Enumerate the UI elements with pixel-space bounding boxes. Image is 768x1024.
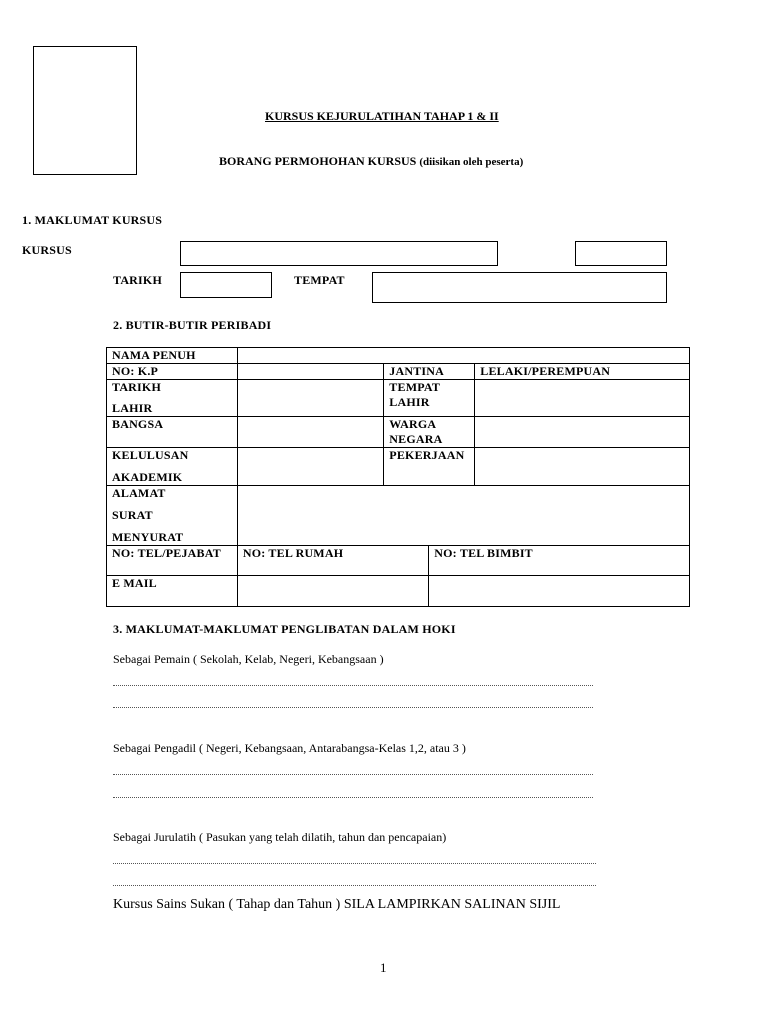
kursus-label: KURSUS bbox=[22, 243, 72, 257]
table-row bbox=[107, 364, 690, 380]
pengadil-line-1[interactable] bbox=[113, 774, 593, 775]
alamat-field[interactable] bbox=[237, 486, 689, 546]
alamat-label bbox=[107, 486, 238, 546]
kelulusan-word: KELULUSAN bbox=[112, 448, 189, 462]
jurulatih-line-1[interactable] bbox=[113, 863, 596, 864]
form-title: KURSUS KEJURULATIHAN TAHAP 1 & II bbox=[265, 109, 499, 123]
pengadil-label: Sebagai Pengadil ( Negeri, Kebangsaan, Antarabangsa-Kelas 1,2, atau 3 ) bbox=[113, 741, 466, 755]
jurulatih-line-2[interactable] bbox=[113, 885, 596, 886]
jurulatih-label: Sebagai Jurulatih ( Pasukan yang telah dilatih, tahun dan pencapaian) bbox=[113, 830, 447, 844]
tempat-lahir-field[interactable] bbox=[475, 380, 690, 417]
warga-negara-field[interactable] bbox=[475, 417, 690, 448]
form-subtitle-note: (diisikan oleh peserta) bbox=[419, 156, 524, 168]
section1-heading: 1. MAKLUMAT KURSUS bbox=[22, 213, 163, 227]
kelulusan-field[interactable] bbox=[237, 448, 383, 486]
kelulusan-label bbox=[107, 448, 238, 486]
kursus-code-input[interactable] bbox=[575, 241, 667, 266]
tempat-lahir-label bbox=[384, 380, 475, 417]
warga-word: WARGA bbox=[389, 417, 437, 431]
tel-bimbit-label: NO: TEL BIMBIT bbox=[429, 546, 690, 576]
negara-word: NEGARA bbox=[389, 432, 443, 446]
bangsa-field[interactable] bbox=[237, 417, 383, 448]
tarikh-input[interactable] bbox=[180, 272, 272, 298]
no-kp-field[interactable] bbox=[237, 364, 383, 380]
jantina-label: JANTINA bbox=[384, 364, 475, 380]
menyurat-word: MENYURAT bbox=[112, 530, 184, 544]
table-row bbox=[107, 380, 690, 417]
email-field[interactable] bbox=[237, 576, 428, 607]
table-row bbox=[107, 417, 690, 448]
photo-box bbox=[33, 46, 137, 175]
tel-pejabat-label: NO: TEL/PEJABAT bbox=[107, 546, 238, 576]
table-row bbox=[107, 546, 690, 576]
tarikh-word: TARIKH bbox=[112, 380, 161, 394]
tarikh-label: TARIKH bbox=[113, 273, 162, 287]
pemain-line-2[interactable] bbox=[113, 707, 593, 708]
table-row bbox=[107, 486, 690, 546]
kursus-input[interactable] bbox=[180, 241, 498, 266]
table-row bbox=[107, 448, 690, 486]
form-subtitle-main: BORANG PERMOHOHAN KURSUS bbox=[219, 154, 417, 168]
table-row bbox=[107, 576, 690, 607]
sains-sukan-label: Kursus Sains Sukan ( Tahap dan Tahun ) SILA LAMPIRKAN SALINAN SIJIL bbox=[113, 897, 561, 912]
tempat-label: TEMPAT bbox=[294, 273, 345, 287]
nama-penuh-field[interactable] bbox=[237, 348, 689, 364]
email-extra-field[interactable] bbox=[429, 576, 690, 607]
bangsa-label: BANGSA bbox=[107, 417, 238, 448]
form-subtitle bbox=[219, 154, 523, 169]
surat-word: SURAT bbox=[112, 508, 153, 522]
section3-heading: 3. MAKLUMAT-MAKLUMAT PENGLIBATAN DALAM HOKI bbox=[113, 622, 456, 636]
personal-details-table bbox=[106, 347, 690, 607]
akademik-word: AKADEMIK bbox=[112, 470, 183, 484]
tempat-input[interactable] bbox=[372, 272, 667, 303]
jantina-value[interactable]: LELAKI/PEREMPUAN bbox=[475, 364, 690, 380]
pemain-label: Sebagai Pemain ( Sekolah, Kelab, Negeri, Kebangsaan ) bbox=[113, 652, 384, 666]
tempat-word: TEMPAT bbox=[389, 380, 441, 394]
no-kp-label: NO: K.P bbox=[107, 364, 238, 380]
lahir-word: LAHIR bbox=[112, 401, 153, 415]
warga-negara-label bbox=[384, 417, 475, 448]
email-label: E MAIL bbox=[107, 576, 238, 607]
tel-rumah-label: NO: TEL RUMAH bbox=[237, 546, 428, 576]
section2-heading: 2. BUTIR-BUTIR PERIBADI bbox=[113, 318, 272, 332]
tarikh-lahir-field[interactable] bbox=[237, 380, 383, 417]
table-row bbox=[107, 348, 690, 364]
pengadil-line-2[interactable] bbox=[113, 797, 593, 798]
pekerjaan-label: PEKERJAAN bbox=[384, 448, 475, 486]
alamat-word: ALAMAT bbox=[112, 486, 166, 500]
tarikh-lahir-label bbox=[107, 380, 238, 417]
pekerjaan-field[interactable] bbox=[475, 448, 690, 486]
lahir-word-2: LAHIR bbox=[389, 395, 430, 409]
pemain-line-1[interactable] bbox=[113, 685, 593, 686]
page-number: 1 bbox=[380, 960, 387, 975]
nama-penuh-label: NAMA PENUH bbox=[107, 348, 238, 364]
